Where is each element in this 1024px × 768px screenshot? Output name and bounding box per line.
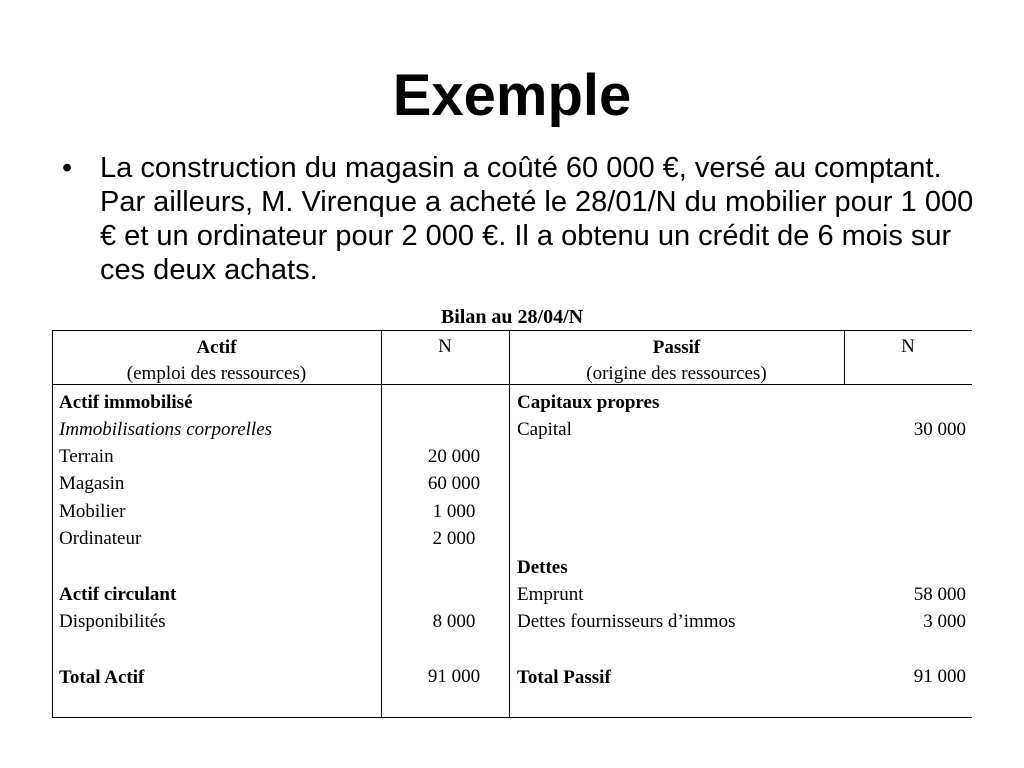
capital-value: 30 000 [913, 419, 966, 440]
magasin-value: 60 000 [427, 473, 481, 494]
bullet-text: La construction du magasin a coûté 60 000 €, versé au comptant. Par ailleurs, M. Virenque a acheté le 28/01/N du mobilier pour 1 000 € et un ordinateur pour 2 000 €. Il a obtenu un crédit de 6 mois sur ces deux achats. [100, 152, 974, 286]
mobilier-label: Mobilier [59, 501, 126, 522]
bullet-paragraph [62, 151, 974, 287]
header-n-right: N [901, 336, 915, 357]
header-passif: Passif [652, 337, 701, 358]
terrain-value: 20 000 [427, 446, 481, 467]
table-top-border [52, 330, 972, 331]
emprunt-label: Emprunt [517, 584, 584, 605]
bilan-caption: Bilan au 28/04/N [440, 306, 584, 328]
immo-corporelles-label: Immobilisations corporelles [59, 419, 273, 440]
mobilier-value: 1 000 [432, 501, 476, 522]
capital-label: Capital [517, 419, 572, 440]
bilan-table [52, 330, 972, 718]
header-n-left: N [438, 336, 452, 357]
actif-circulant-heading: Actif circulant [59, 584, 177, 605]
header-passif-sub: (origine des ressources) [586, 363, 767, 384]
disponibilites-value: 8 000 [432, 611, 476, 632]
total-actif-label: Total Actif [59, 667, 145, 688]
header-actif-sub: (emploi des ressources) [126, 363, 307, 384]
total-passif-label: Total Passif [517, 667, 611, 688]
column-divider-1 [381, 330, 382, 718]
ordinateur-label: Ordinateur [59, 528, 142, 549]
header-actif: Actif [196, 337, 237, 358]
dettes-heading: Dettes [517, 557, 568, 578]
slide-title: Exemple [392, 63, 632, 128]
disponibilites-label: Disponibilités [59, 611, 166, 632]
actif-immobilise-heading: Actif immobilisé [59, 392, 193, 413]
capitaux-propres-heading: Capitaux propres [517, 392, 660, 413]
total-actif-value: 91 000 [427, 666, 481, 687]
dettes-fournisseurs-value: 3 000 [923, 611, 966, 632]
table-left-border [52, 330, 53, 718]
bullet-icon: • [62, 152, 73, 184]
magasin-label: Magasin [59, 473, 125, 494]
table-bottom-border [52, 717, 972, 718]
total-passif-value: 91 000 [913, 666, 966, 687]
emprunt-value: 58 000 [913, 584, 966, 605]
ordinateur-value: 2 000 [432, 528, 476, 549]
dettes-fournisseurs-label: Dettes fournisseurs d’immos [517, 611, 736, 632]
terrain-label: Terrain [59, 446, 114, 467]
